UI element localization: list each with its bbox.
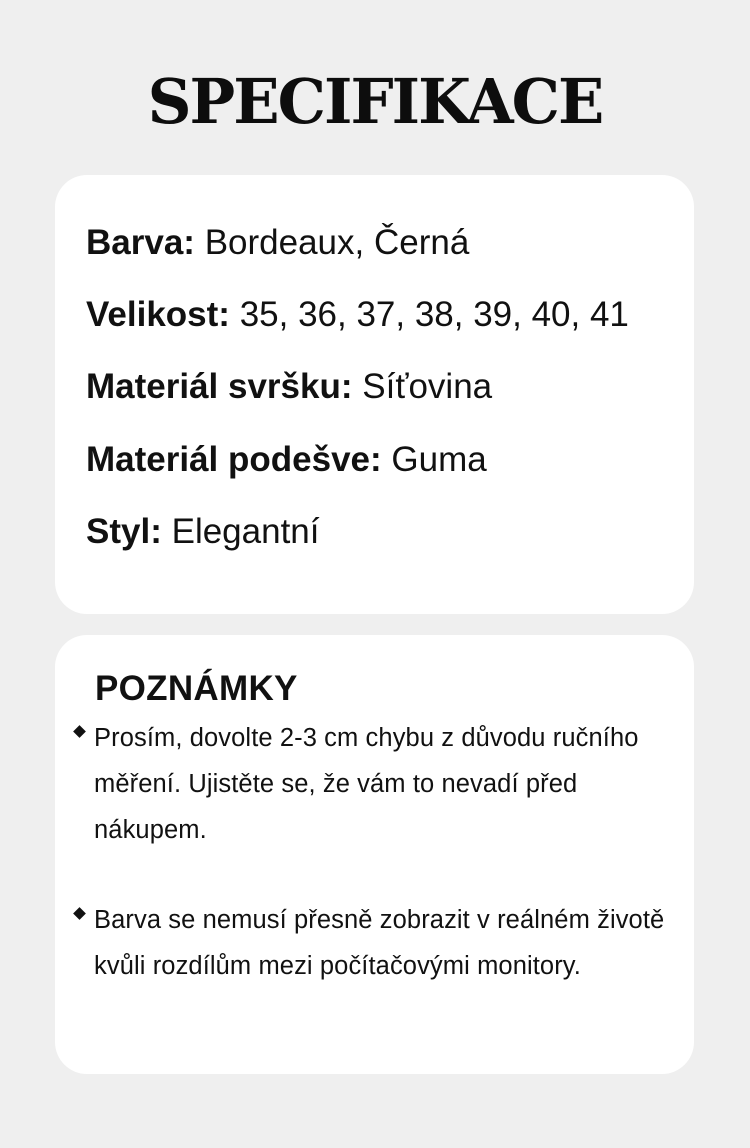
spec-value-sole-material: Guma	[391, 440, 487, 479]
note-item	[73, 715, 673, 853]
notes-title: POZNÁMKY	[95, 669, 298, 708]
spec-value-size: 35, 36, 37, 38, 39, 40, 41	[239, 295, 629, 334]
spec-key-style: Styl:	[86, 512, 162, 551]
spec-key-color: Barva:	[86, 223, 195, 262]
page-title: SPECIFIKACE	[147, 65, 603, 138]
diamond-bullet-icon	[73, 725, 86, 738]
spec-value-style: Elegantní	[171, 512, 320, 551]
spec-row-size	[86, 293, 629, 337]
note-text: Prosím, dovolte 2-3 cm chybu z důvodu ručního měření. Ujistěte se, že vám to nevadí před nákupem.	[94, 724, 639, 844]
specification-card	[55, 175, 694, 614]
note-item	[73, 897, 673, 989]
spec-value-color: Bordeaux, Černá	[204, 223, 470, 262]
spec-row-style	[86, 510, 320, 554]
spec-row-color	[86, 221, 469, 265]
spec-row-sole-material	[86, 438, 487, 482]
note-text: Barva se nemusí přesně zobrazit v reálném životě kvůli rozdílům mezi počítačovými monitory.	[94, 906, 665, 980]
spec-row-upper-material	[86, 365, 492, 409]
spec-key-upper-material: Materiál svršku:	[86, 367, 353, 406]
diamond-bullet-icon	[73, 907, 86, 920]
notes-card	[55, 635, 694, 1074]
spec-value-upper-material: Síťovina	[362, 367, 493, 406]
spec-key-sole-material: Materiál podešve:	[86, 440, 382, 479]
spec-key-size: Velikost:	[86, 295, 230, 334]
